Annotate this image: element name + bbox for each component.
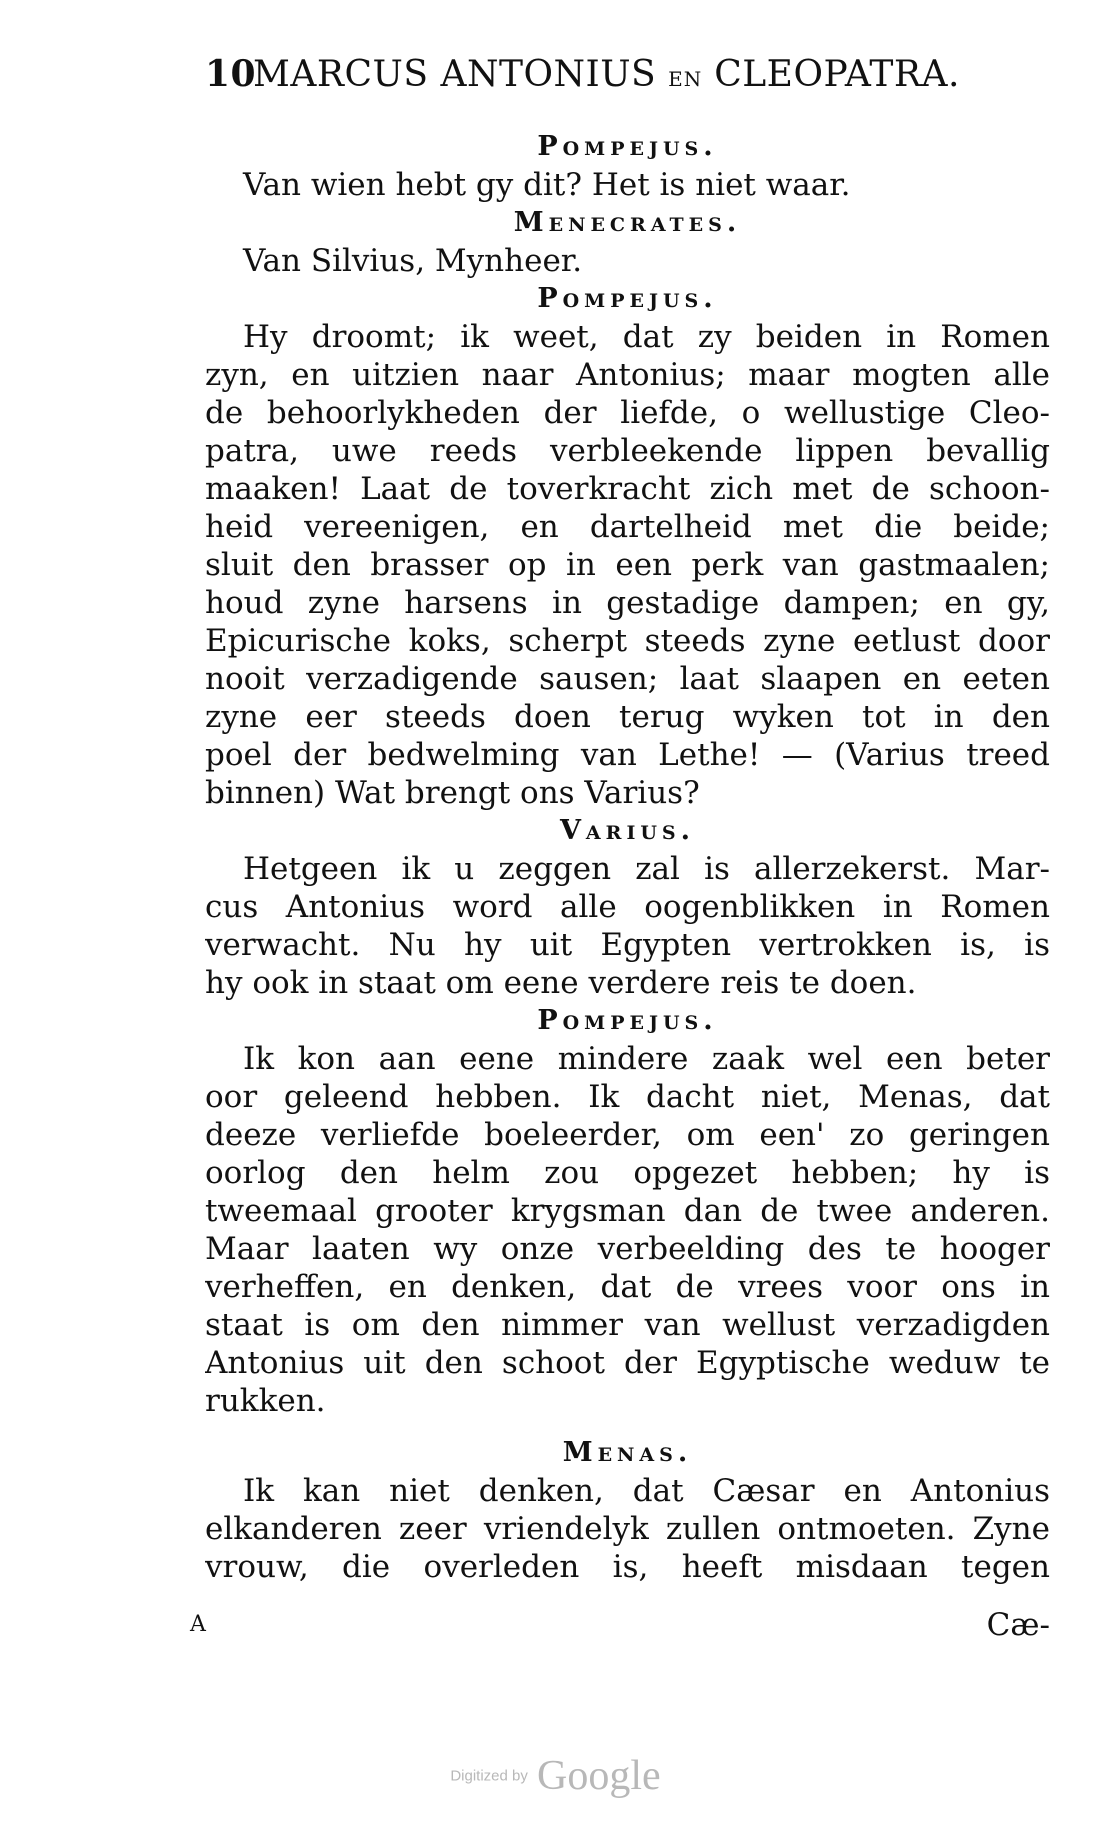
text-block [205,50,1050,1586]
text-line: zyn, en uitzien naar Antonius; maar mogten alle [205,357,1050,393]
text-line: oor geleend hebben. Ik dacht niet, Menas, dat [205,1079,1050,1115]
text-line: zyne eer steeds doen terug wyken tot in den [205,699,1050,735]
text-line: rukken. [205,1383,326,1419]
running-title-end: CLEOPATRA. [702,54,960,95]
text-line: Ik kon aan eene mindere zaak wel een beter [243,1041,1050,1077]
text-line: Epicurische koks, scherpt steeds zyne eetlust door [205,623,1050,659]
running-title-conjunction: EN [668,67,703,91]
watermark-logo-text: Google [536,1753,661,1799]
speaker-name: Pompejus. [537,283,718,314]
text-line: Maar laaten wy onze verbeelding des te hooger [205,1231,1050,1267]
speaker-name: Varius. [559,815,696,846]
signature-mark: A [190,1612,206,1637]
text-line: vrouw, die overleden is, heeft misdaan tegen [205,1549,1050,1585]
text-line: deeze verliefde boeleerder, om een' zo geringen [205,1117,1050,1153]
speaker-name: Menecrates. [513,207,742,238]
text-line: poel der bedwelming van Lethe! — (Varius treed [205,737,1050,773]
text-line: Van wien hebt gy dit? Het is niet waar. [243,167,851,203]
speaker-name: Pompejus. [537,1005,718,1036]
speaker-name: Menas. [562,1437,693,1468]
speaker-name: Pompejus. [537,131,718,162]
text-line: hy ook in staat om eene verdere reis te doen. [205,965,917,1001]
text-line: maaken! Laat de toverkracht zich met de schoon- [205,471,1050,507]
text-line: elkanderen zeer vriendelyk zullen ontmoeten. Zyne [205,1511,1050,1547]
text-line: binnen) Wat brengt ons Varius? [205,775,700,811]
page-number: 10 [205,53,257,95]
text-line: tweemaal grooter krygsman dan de twee anderen. [205,1193,1050,1229]
text-line: cus Antonius word alle oogenblikken in Romen [205,889,1050,925]
catchword-row [190,1605,1050,1645]
catchword: Cæ- [986,1607,1050,1643]
text-line: verheffen, en denken, dat de vrees voor ons in [205,1269,1050,1305]
text-line: verwacht. Nu hy uit Egypten vertrokken is, is [205,927,1050,963]
digitized-watermark [0,1752,1111,1800]
text-line: heid vereenigen, en dartelheid met die beide; [205,509,1050,545]
watermark-small-text: Digitized by [450,1767,528,1785]
dialogue [205,128,1050,1586]
text-line: sluit den brasser op in een perk van gastmaalen; [205,547,1050,583]
text-line: nooit verzadigende sausen; laat slaapen en eeten [205,661,1050,697]
text-line: houd zyne harsens in gestadige dampen; en gy, [205,585,1050,621]
text-line: Ik kan niet denken, dat Cæsar en Antonius [243,1473,1050,1509]
text-line: patra, uwe reeds verbleekende lippen bevallig [205,433,1050,469]
text-line: staat is om den nimmer van wellust verzadigden [205,1307,1050,1343]
text-line: Hetgeen ik u zeggen zal is allerzekerst. Mar- [243,851,1050,887]
text-line: Antonius uit den schoot der Egyptische weduw te [205,1345,1050,1381]
running-title-main: MARCUS ANTONIUS [253,54,669,95]
text-line: Van Silvius, Mynheer. [243,243,583,279]
text-line: de behoorlykheden der liefde, o wellustige Cleo- [205,395,1050,431]
text-line: Hy droomt; ik weet, dat zy beiden in Romen [243,319,1050,355]
text-line: oorlog den helm zou opgezet hebben; hy is [205,1155,1050,1191]
running-head [205,50,1050,98]
